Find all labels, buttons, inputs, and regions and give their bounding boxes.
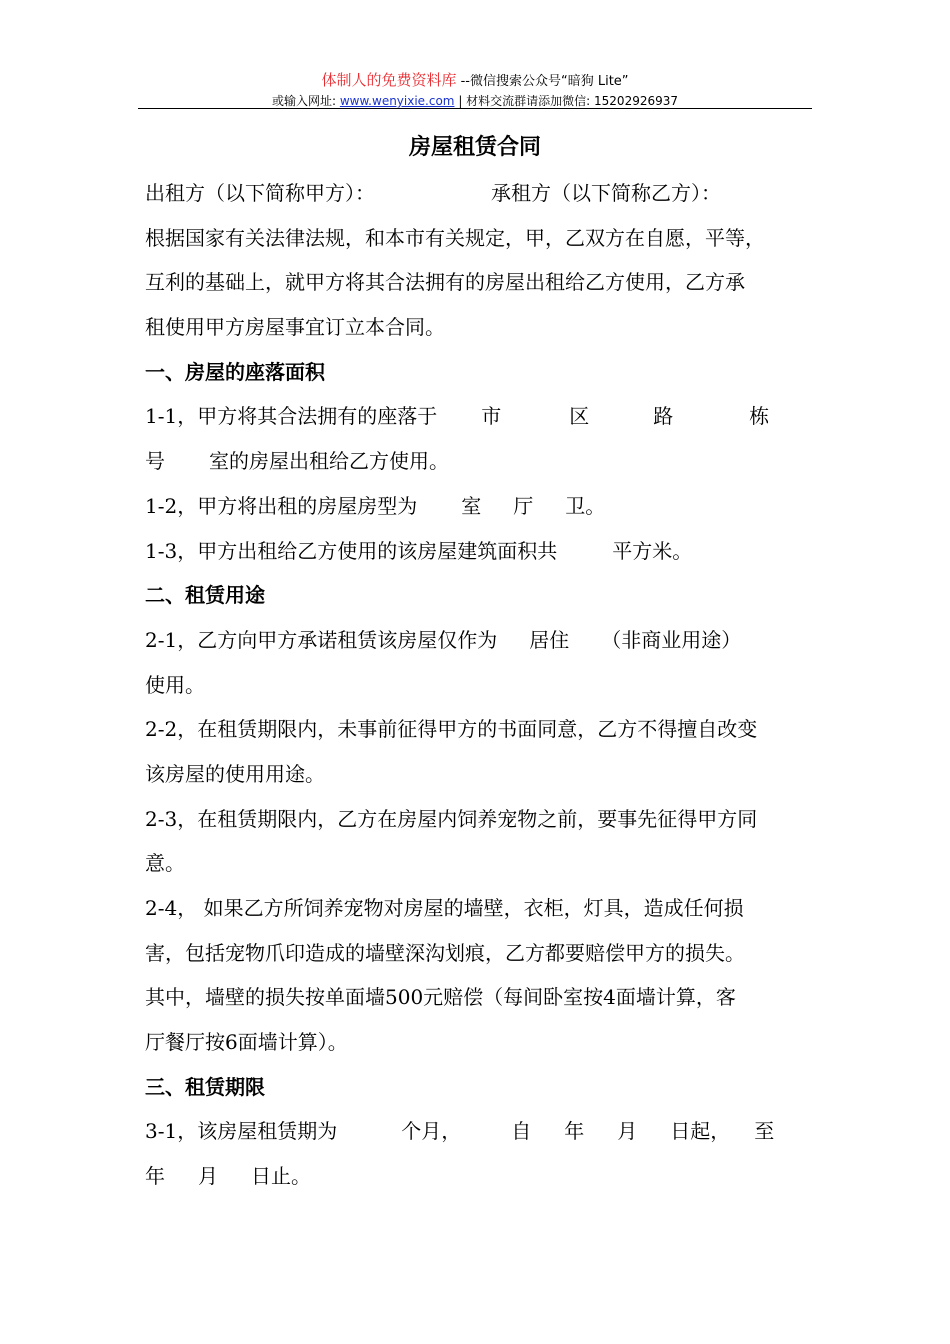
clause-2-2-cont bbox=[145, 752, 809, 797]
blank-label: 卫。 bbox=[565, 493, 606, 518]
preamble-line bbox=[145, 305, 809, 350]
document-body bbox=[145, 171, 809, 1199]
clause-2-4-cont bbox=[145, 931, 809, 976]
clause-text: 室的房屋出租给乙方使用。 bbox=[209, 449, 449, 474]
clause-2-1 bbox=[145, 618, 809, 663]
clause-text: 该房屋的使用用途。 bbox=[145, 761, 325, 786]
clause-1-2 bbox=[145, 484, 809, 529]
blank-label: 至 bbox=[754, 1119, 775, 1144]
preamble-text: 互利的基础上，就甲方将其合法拥有的房屋出租给乙方使用，乙方承 bbox=[145, 270, 745, 295]
clause-text: 其中，墙壁的损失按单面墙500元赔偿（每间卧室按4面墙计算，客 bbox=[145, 985, 736, 1010]
header-contact: | 材料交流群请添加微信: 15202926937 bbox=[454, 94, 679, 108]
clause-text: 害，包括宠物爪印造成的墙壁深沟划痕，乙方都要赔偿甲方的损失。 bbox=[145, 940, 745, 965]
blank-label: 栋 bbox=[749, 404, 770, 429]
clause-1-1 bbox=[145, 394, 809, 439]
blank-label: 区 bbox=[569, 404, 590, 429]
blank-label: 平方米。 bbox=[612, 538, 693, 563]
blank-label: 路 bbox=[653, 404, 674, 429]
blank-label: 年 bbox=[145, 1164, 165, 1189]
clause-text: 1-3，甲方出租给乙方使用的该房屋建筑面积共 bbox=[145, 538, 558, 563]
clause-text: 使用。 bbox=[145, 672, 205, 697]
preamble-line bbox=[145, 216, 809, 261]
blank-label: 日止。 bbox=[251, 1164, 311, 1189]
clause-3-1-cont bbox=[145, 1154, 809, 1199]
blank-label: 个月， bbox=[401, 1119, 462, 1144]
clause-text: （非商业用途） bbox=[601, 627, 742, 652]
header-line-1 bbox=[138, 70, 812, 92]
page-header bbox=[138, 70, 812, 110]
preamble-text: 租使用甲方房屋事宜订立本合同。 bbox=[145, 315, 445, 340]
section-heading bbox=[145, 350, 809, 395]
blank-label: 号 bbox=[145, 449, 165, 474]
clause-1-1-cont bbox=[145, 439, 809, 484]
clause-text: 厅餐厅按6面墙计算）。 bbox=[145, 1030, 348, 1055]
clause-2-3-cont bbox=[145, 841, 809, 886]
blank-label: 市 bbox=[481, 404, 502, 429]
clause-text: 1-2，甲方将出租的房屋房型为 bbox=[145, 493, 418, 518]
header-tagline: --微信搜索公众号“暗狗 Lite” bbox=[456, 74, 629, 89]
section-3-heading: 三、租赁期限 bbox=[145, 1074, 265, 1099]
clause-text: 3-1，该房屋租赁期为 bbox=[145, 1119, 338, 1144]
blank-label: 厅 bbox=[513, 493, 534, 518]
clause-text: 2-2，在租赁期限内，未事前征得甲方的书面同意，乙方不得擅自改变 bbox=[145, 717, 758, 742]
clause-2-4 bbox=[145, 886, 809, 931]
clause-2-4-cont bbox=[145, 1020, 809, 1065]
section-1-heading: 一、房屋的座落面积 bbox=[145, 359, 325, 384]
blank-label: 月 bbox=[617, 1119, 638, 1144]
clause-2-3 bbox=[145, 797, 809, 842]
parties-line bbox=[145, 171, 809, 216]
brand-name: 体制人的免费资料库 bbox=[321, 71, 457, 89]
section-heading bbox=[145, 1065, 809, 1110]
lessor-label: 出租方（以下简称甲方）： bbox=[145, 181, 375, 205]
clause-2-1-cont bbox=[145, 663, 809, 708]
usage-value: 居住 bbox=[529, 627, 570, 652]
document-title: 房屋租赁合同 bbox=[408, 135, 541, 160]
clause-text: 2-4， 如果乙方所饲养宠物对房屋的墙壁，衣柜，灯具，造成任何损 bbox=[145, 896, 744, 920]
preamble-text: 根据国家有关法律法规，和本市有关规定，甲，乙双方在自愿，平等， bbox=[145, 225, 765, 250]
blank-label: 室 bbox=[461, 493, 482, 518]
preamble-line bbox=[145, 260, 809, 305]
header-divider bbox=[138, 108, 812, 109]
clause-text: 2-1，乙方向甲方承诺租赁该房屋仅作为 bbox=[145, 627, 498, 652]
lessee-label: 承租方（以下简称乙方）： bbox=[491, 181, 721, 205]
clause-2-4-cont bbox=[145, 975, 809, 1020]
section-heading bbox=[145, 573, 809, 618]
blank-label: 自 bbox=[511, 1119, 532, 1144]
section-2-heading: 二、租赁用途 bbox=[145, 583, 265, 608]
clause-text: 2-3，在租赁期限内，乙方在房屋内饲养宠物之前，要事先征得甲方同 bbox=[145, 806, 758, 831]
blank-label: 年 bbox=[564, 1119, 585, 1144]
clause-1-3 bbox=[145, 529, 809, 574]
blank-label: 月 bbox=[198, 1164, 218, 1189]
url-prefix: 或输入网址: bbox=[271, 94, 340, 108]
clause-text: 意。 bbox=[145, 851, 185, 876]
clause-text: 1-1，甲方将其合法拥有的座落于 bbox=[145, 404, 438, 429]
clause-2-2 bbox=[145, 707, 809, 752]
clause-3-1 bbox=[145, 1109, 809, 1154]
website-link[interactable]: www.wenyixie.com bbox=[339, 94, 455, 108]
blank-label: 日起， bbox=[670, 1119, 731, 1144]
